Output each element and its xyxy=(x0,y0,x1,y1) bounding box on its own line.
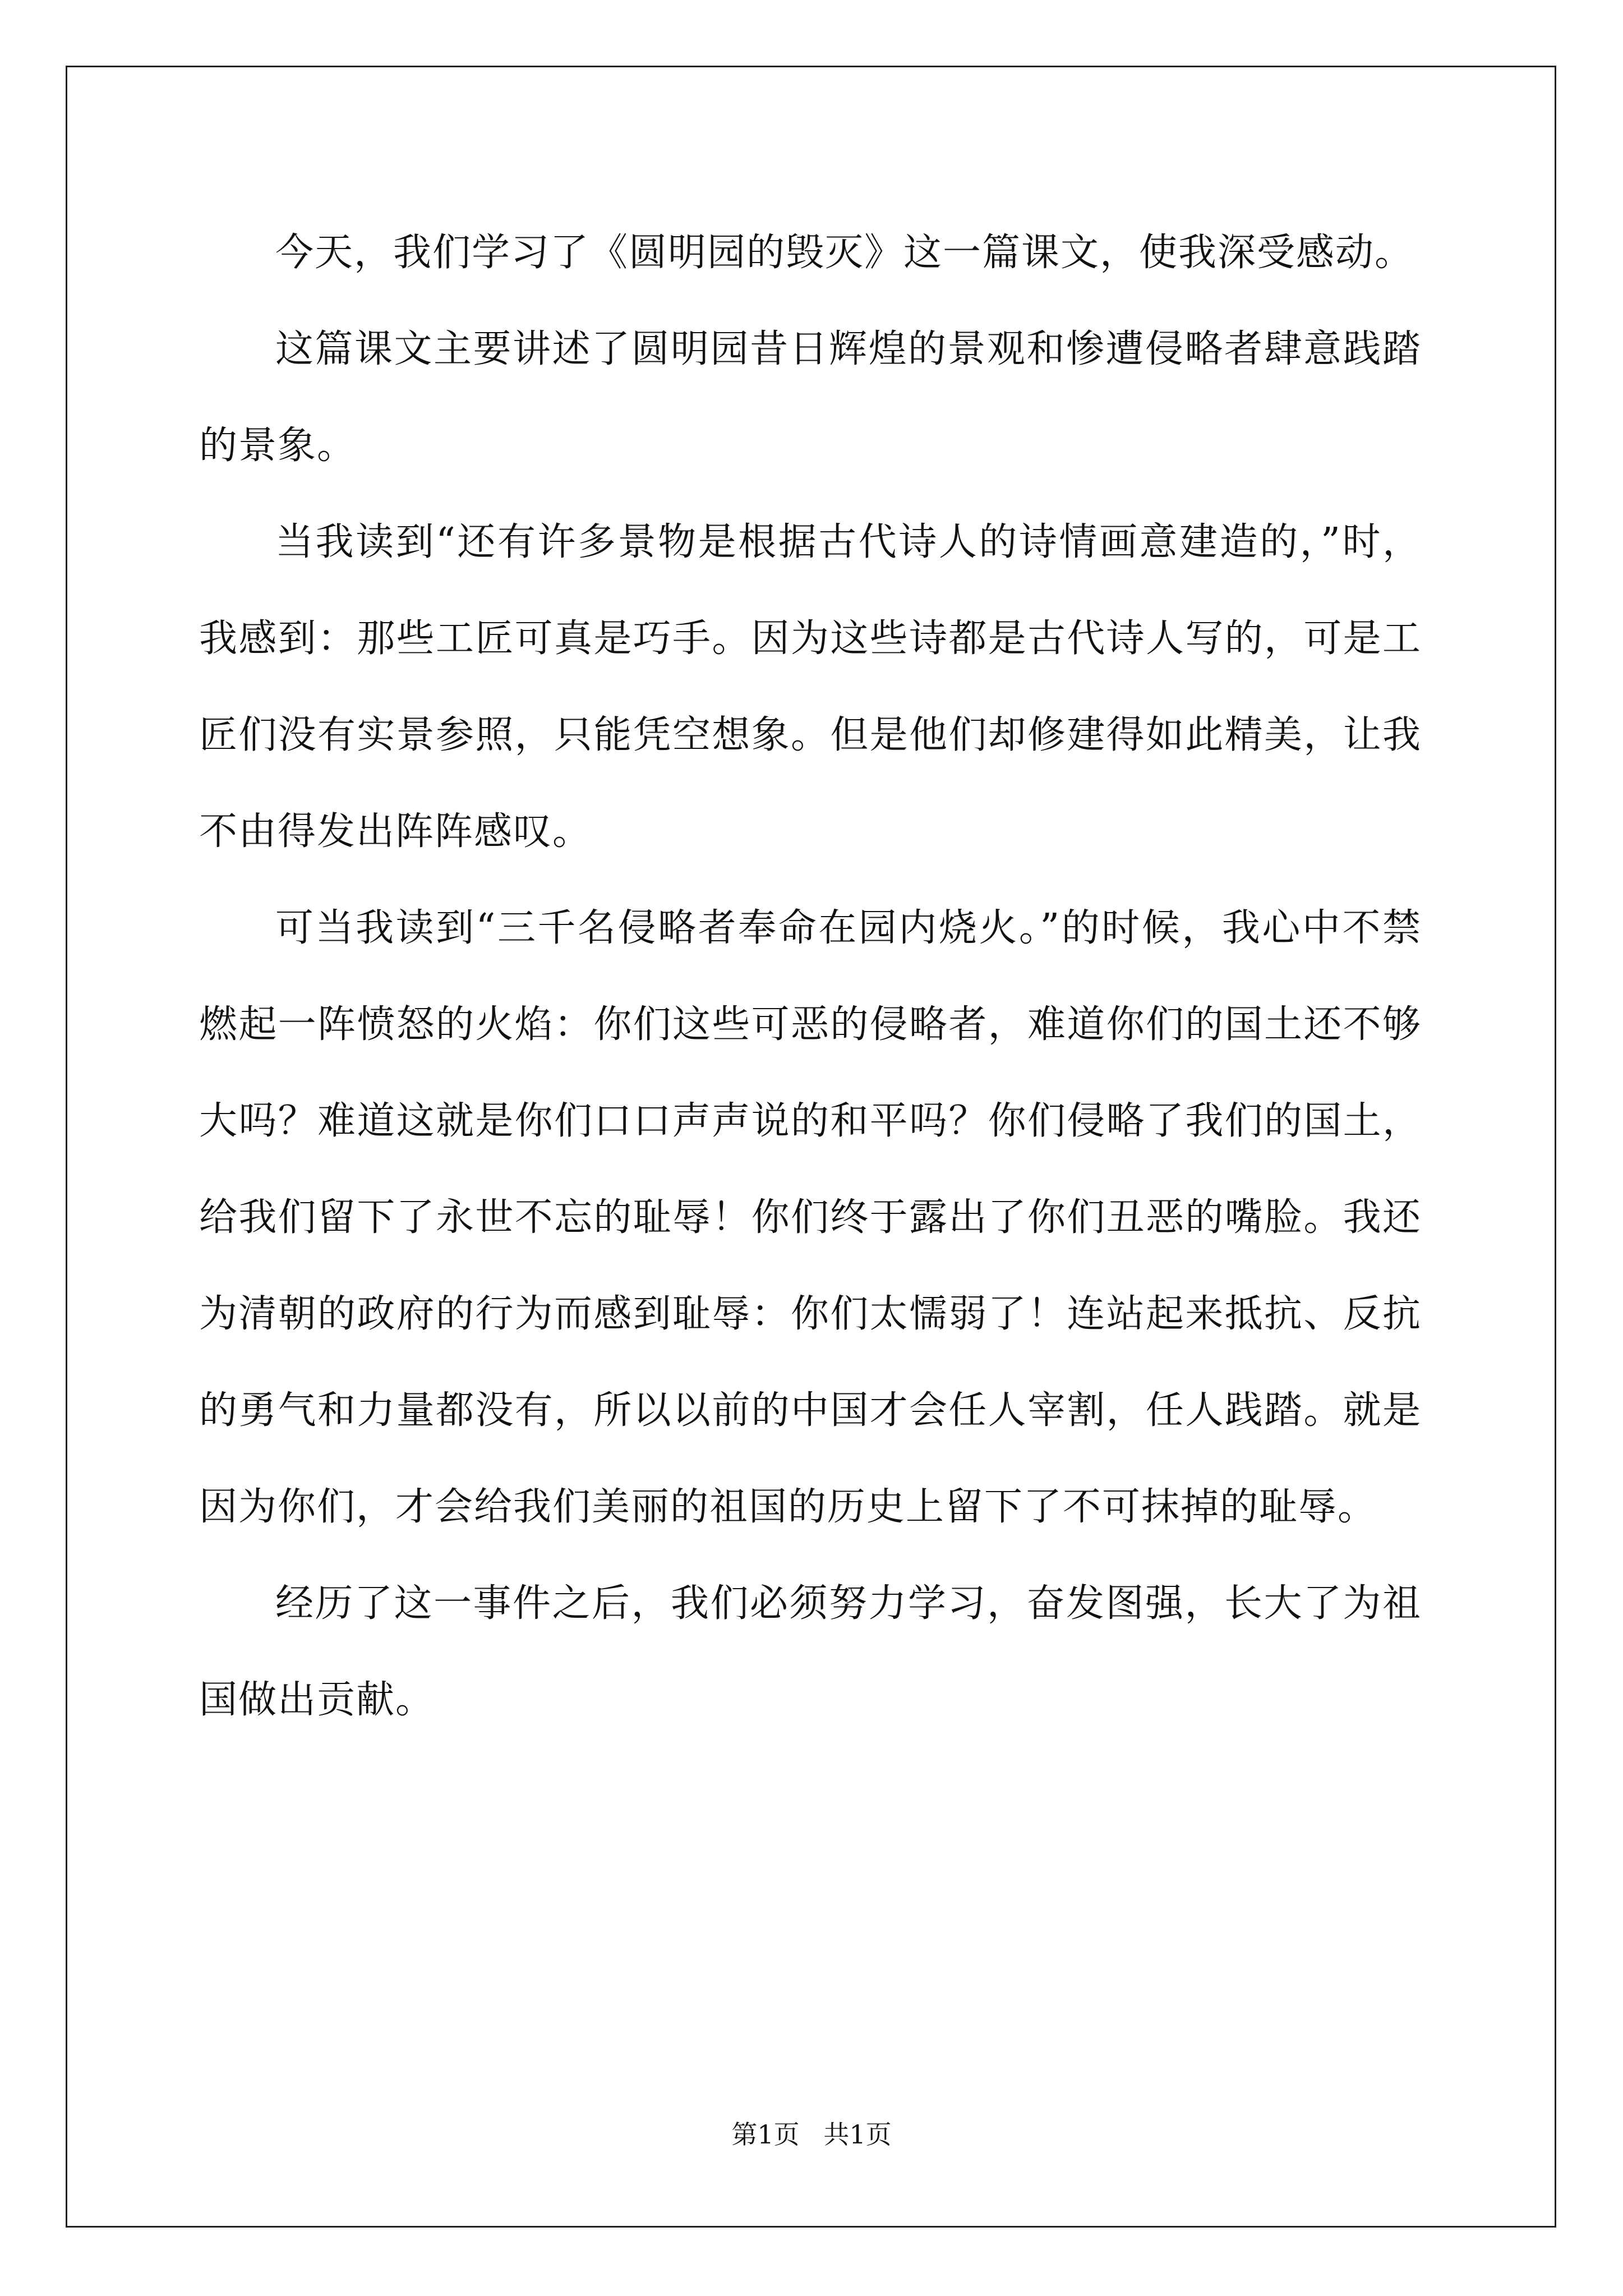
paragraph-1: 今天，我们学习了《圆明园的毁灭》这一篇课文，使我深受感动。 xyxy=(275,231,1414,275)
page-number-total: 共1页 xyxy=(823,2119,892,2150)
paragraph-2: 这篇课文主要讲述了圆明园昔日辉煌的景观和惨遭侵略者肆意践踏的景象。 xyxy=(199,327,1422,468)
page-footer xyxy=(0,2118,1623,2151)
paragraph-5: 经历了这一事件之后，我们必须努力学习，奋发图强，长大了为祖国做出贡献。 xyxy=(199,1581,1422,1722)
paragraph-4: 可当我读到“三千名侵略者奉命在园内烧火。”的时候，我心中不禁燃起一阵愤怒的火焰：你们这些可恶的侵略者，难道你们的国土还不够大吗？难道这就是你们口口声声说的和平吗？你们侵略了我们的国土，给我们留下了永世不忘的耻辱！你们终于露出了你们丑恶的嘴脸。我还为清朝的政府的行为而感到耻辱：你们太懦弱了！连站起来抵抗、反抗的勇气和力量都没有，所以以前的中国才会任人宰割，任人践踏。就是因为你们，才会给我们美丽的祖国的历史上留下了不可抹掉的耻辱。 xyxy=(199,906,1422,1529)
document-body xyxy=(199,205,1422,1749)
page-number-current: 第1页 xyxy=(731,2119,800,2150)
paragraph-3: 当我读到“还有许多景物是根据古代诗人的诗情画意建造的，”时，我感到：那些工匠可真是巧手。因为这些诗都是古代诗人写的，可是工匠们没有实景参照，只能凭空想象。但是他们却修建得如此精美，让我不由得发出阵阵感叹。 xyxy=(199,520,1422,854)
